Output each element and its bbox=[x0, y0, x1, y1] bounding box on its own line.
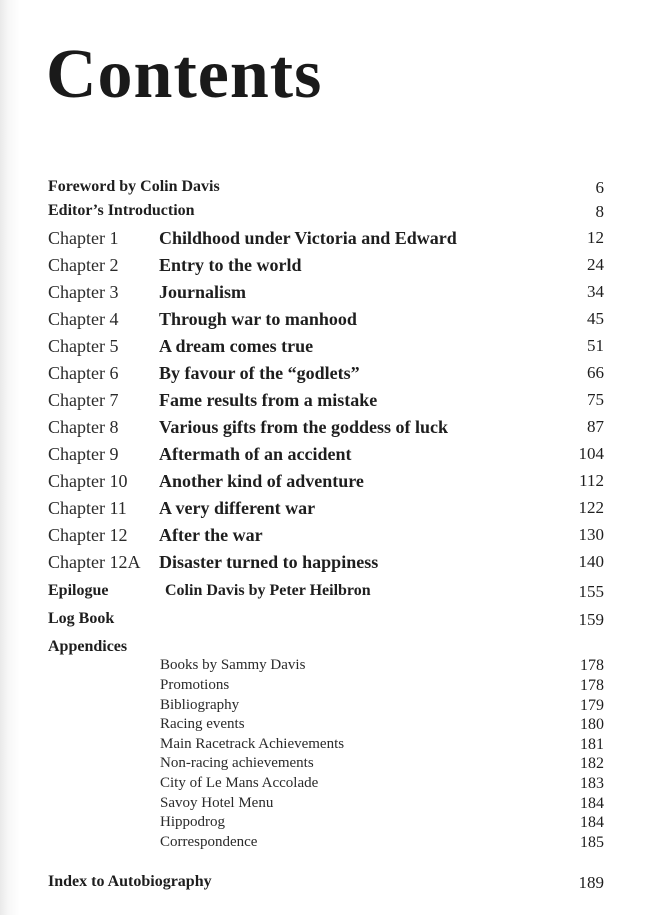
chapter-number: Chapter 8 bbox=[48, 417, 119, 437]
chapter-number: Chapter 7 bbox=[48, 390, 119, 410]
appendix-page: 184 bbox=[580, 795, 604, 812]
toc-entry-chapter bbox=[0, 444, 650, 466]
appendix-title: Racing events bbox=[160, 716, 245, 732]
appendix-item bbox=[0, 755, 650, 777]
toc-entry-foreword bbox=[0, 178, 650, 200]
appendix-page: 180 bbox=[580, 716, 604, 733]
toc-entry-index bbox=[0, 873, 650, 895]
toc-entry-chapter bbox=[0, 282, 650, 304]
toc-entry-label: Foreword by Colin Davis bbox=[48, 178, 220, 195]
toc-entry-page: 8 bbox=[595, 202, 604, 221]
chapter-title: By favour of the “godlets” bbox=[159, 363, 360, 383]
chapter-page: 75 bbox=[587, 390, 604, 409]
appendix-title: Non-racing achievements bbox=[160, 755, 314, 771]
toc-entry-page: 189 bbox=[578, 873, 604, 892]
appendix-item bbox=[0, 716, 650, 738]
chapter-title: A dream comes true bbox=[159, 336, 314, 356]
appendix-page: 185 bbox=[580, 834, 604, 851]
appendix-page: 179 bbox=[580, 697, 604, 714]
toc-section-label: Appendices bbox=[48, 638, 128, 655]
toc-entry-title: Colin Davis by Peter Heilbron bbox=[165, 582, 371, 599]
appendix-page: 181 bbox=[580, 736, 604, 753]
appendix-item bbox=[0, 814, 650, 836]
chapter-title: Journalism bbox=[159, 282, 247, 302]
chapter-title: After the war bbox=[159, 525, 263, 545]
appendix-title: Bibliography bbox=[160, 697, 240, 713]
chapter-number: Chapter 12A bbox=[48, 552, 141, 572]
chapter-number: Chapter 2 bbox=[48, 255, 119, 275]
chapter-page: 112 bbox=[579, 471, 604, 490]
toc-entry-epilogue bbox=[0, 582, 650, 604]
chapter-number: Chapter 12 bbox=[48, 525, 128, 545]
toc-entry-chapter bbox=[0, 228, 650, 250]
chapter-page: 51 bbox=[587, 336, 604, 355]
toc-entry-chapter bbox=[0, 255, 650, 277]
chapter-title: Disaster turned to happiness bbox=[159, 552, 379, 572]
toc-entry-chapter bbox=[0, 363, 650, 385]
appendix-item bbox=[0, 657, 650, 679]
toc-entry-label: Editor’s Introduction bbox=[48, 202, 195, 219]
appendix-page: 178 bbox=[580, 657, 604, 674]
toc-entry-chapter bbox=[0, 390, 650, 412]
chapter-number: Chapter 9 bbox=[48, 444, 119, 464]
toc-entry-label: Index to Autobiography bbox=[48, 873, 212, 890]
chapter-number: Chapter 11 bbox=[48, 498, 127, 518]
chapter-title: Childhood under Victoria and Edward bbox=[159, 228, 457, 248]
chapter-page: 104 bbox=[578, 444, 604, 463]
appendix-title: Hippodrog bbox=[160, 814, 225, 830]
chapter-title: Entry to the world bbox=[159, 255, 302, 275]
chapter-page: 45 bbox=[587, 309, 604, 328]
chapter-title: Various gifts from the goddess of luck bbox=[159, 417, 449, 437]
appendix-title: Savoy Hotel Menu bbox=[160, 795, 274, 811]
chapter-title: Through war to manhood bbox=[159, 309, 357, 329]
chapter-number: Chapter 10 bbox=[48, 471, 128, 491]
chapter-page: 66 bbox=[587, 363, 604, 382]
appendix-title: Promotions bbox=[160, 677, 230, 693]
appendix-item bbox=[0, 677, 650, 699]
chapter-number: Chapter 1 bbox=[48, 228, 119, 248]
appendix-page: 183 bbox=[580, 775, 604, 792]
chapter-number: Chapter 6 bbox=[48, 363, 119, 383]
chapter-title: A very different war bbox=[159, 498, 316, 518]
toc-entry-chapter bbox=[0, 471, 650, 493]
toc-entry-chapter bbox=[0, 417, 650, 439]
toc-entry-chapter bbox=[0, 498, 650, 520]
chapter-page: 140 bbox=[578, 552, 604, 571]
appendix-item bbox=[0, 775, 650, 797]
page-title: Contents bbox=[46, 36, 323, 113]
chapter-title: Fame results from a mistake bbox=[159, 390, 378, 410]
chapter-page: 122 bbox=[578, 498, 604, 517]
toc-entry-label: Epilogue bbox=[48, 582, 109, 599]
toc-entry-chapter bbox=[0, 309, 650, 331]
chapter-page: 12 bbox=[587, 228, 604, 247]
chapter-page: 130 bbox=[578, 525, 604, 544]
appendix-title: Main Racetrack Achievements bbox=[160, 736, 345, 752]
appendix-title: Books by Sammy Davis bbox=[160, 657, 306, 673]
toc-entry-logbook bbox=[0, 610, 650, 632]
toc-entry-page: 155 bbox=[578, 582, 604, 601]
chapter-title: Another kind of adventure bbox=[159, 471, 364, 491]
appendix-page: 182 bbox=[580, 755, 604, 772]
chapter-page: 87 bbox=[587, 417, 604, 436]
toc-entry-label: Log Book bbox=[48, 610, 115, 627]
toc-entry-chapter bbox=[0, 552, 650, 574]
chapter-number: Chapter 4 bbox=[48, 309, 119, 329]
chapter-page: 34 bbox=[587, 282, 604, 301]
appendix-title: City of Le Mans Accolade bbox=[160, 775, 319, 791]
toc-entry-page: 159 bbox=[578, 610, 604, 629]
chapter-title: Aftermath of an accident bbox=[159, 444, 352, 464]
toc-entry-chapter bbox=[0, 525, 650, 547]
toc-entry-chapter bbox=[0, 336, 650, 358]
appendix-item bbox=[0, 834, 650, 856]
toc-entry-page: 6 bbox=[595, 178, 604, 197]
appendix-page: 178 bbox=[580, 677, 604, 694]
chapter-number: Chapter 5 bbox=[48, 336, 119, 356]
appendix-page: 184 bbox=[580, 814, 604, 831]
toc-entry-editors-introduction bbox=[0, 202, 650, 224]
appendix-title: Correspondence bbox=[160, 834, 258, 850]
chapter-page: 24 bbox=[587, 255, 604, 274]
chapter-number: Chapter 3 bbox=[48, 282, 119, 302]
